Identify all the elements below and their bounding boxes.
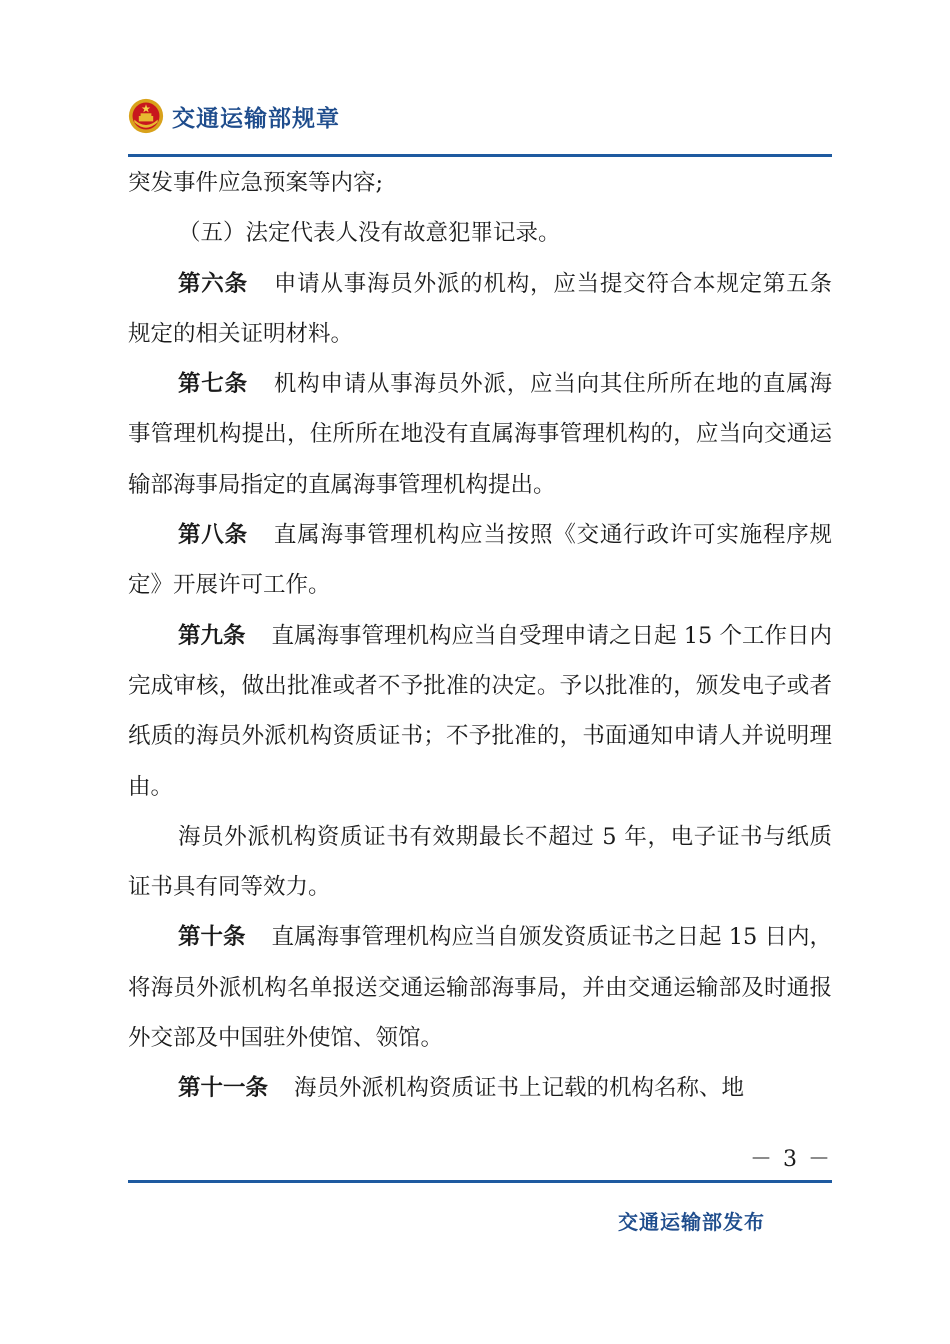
- article-paragraph: 第九条 直属海事管理机构应当自受理申请之日起 15 个工作日内完成审核，做出批准或者不予批准的决定。予以批准的，颁发电子或者纸质的海员外派机构资质证书；不予批准的，书面通知申请人并说明理由。: [128, 622, 832, 800]
- article-number: 第九条: [178, 622, 246, 649]
- paragraph: 突发事件应急预案等内容;: [128, 170, 384, 196]
- article-number: 第十一条: [178, 1075, 269, 1102]
- paragraph: 海员外派机构资质证书有效期最长不超过 5 年，电子证书与纸质证书具有同等效力。: [128, 823, 832, 901]
- article-paragraph: 第十条 直属海事管理机构应当自颁发资质证书之日起 15 日内，将海员外派机构名单报送交通运输部海事局，并由交通运输部及时通报外交部及中国驻外使馆、领馆。: [128, 924, 832, 1052]
- page-number: － 3 －: [750, 1147, 832, 1172]
- article-number: 第七条: [178, 371, 248, 398]
- article-number: 第六条: [178, 270, 248, 297]
- header-divider: [128, 154, 832, 157]
- document-header: [128, 98, 340, 134]
- article-number: 第十条: [178, 924, 246, 951]
- article-paragraph: 第六条 申请从事海员外派的机构，应当提交符合本规定第五条规定的相关证明材料。: [128, 270, 832, 347]
- footer-divider: [128, 1180, 832, 1183]
- national-emblem-icon: [128, 98, 164, 134]
- article-paragraph: 第十一条 海员外派机构资质证书上记载的机构名称、地: [178, 1075, 745, 1102]
- document-body: [128, 158, 832, 1114]
- article-number: 第八条: [178, 522, 248, 549]
- paragraph: （五）法定代表人没有故意犯罪记录。: [178, 220, 561, 247]
- header-title: 交通运输部规章: [172, 105, 340, 132]
- article-paragraph: 第七条 机构申请从事海员外派，应当向其住所所在地的直属海事管理机构提出，住所所在地没有直属海事管理机构的，应当向交通运输部海事局指定的直属海事管理机构提出。: [128, 371, 832, 498]
- footer-publisher: 交通运输部发布: [618, 1210, 765, 1234]
- article-paragraph: 第八条 直属海事管理机构应当按照《交通行政许可实施程序规定》开展许可工作。: [128, 522, 832, 599]
